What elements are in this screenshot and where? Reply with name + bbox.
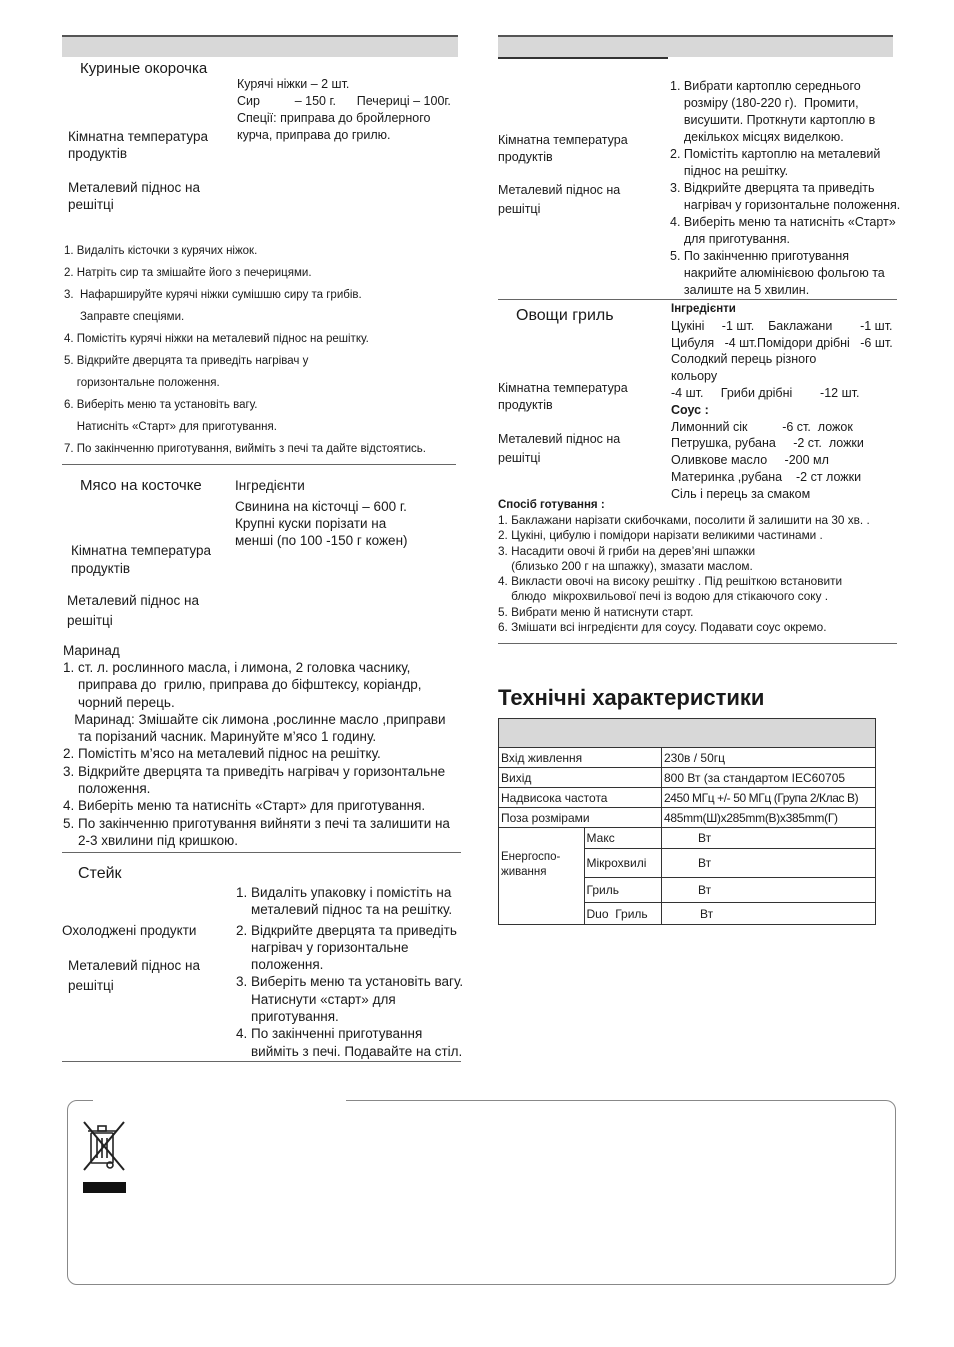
list-item: 2. Помістіть картоплю на металевий <box>670 147 881 161</box>
divider <box>62 852 461 853</box>
veg-steps <box>498 513 870 635</box>
list-item: металевий піднос та на решітку. <box>236 902 453 918</box>
list-item: приправа до грилю, приправа до біфштексу, коріандр, <box>63 677 422 693</box>
meat-title: Мясо на косточке <box>80 477 202 494</box>
list-item: 4. Помістіть курячі ніжки на металевий піднос на решітку. <box>64 333 369 345</box>
list-item: 3. Виберіть меню та установіть вагу. <box>236 974 464 990</box>
chicken-steps <box>64 240 426 460</box>
list-item: положення. <box>63 781 151 797</box>
list-item: залиште на 5 хвилин. <box>670 283 810 297</box>
list-item: 2. Помістіть м’ясо на металевий піднос на решітку. <box>63 746 381 762</box>
list-item: 1. Вибрати картоплю середнього <box>670 79 861 93</box>
list-item: 1. Видаліть упаковку і помістіть на <box>236 885 452 900</box>
disposal-box <box>67 1100 896 1285</box>
veg-tray: Металевий піднос на решітці <box>498 432 621 465</box>
list-item: 1. Видаліть кісточки з курячих ніжок. <box>64 245 258 257</box>
list-item: 4. По закінченні приготування <box>236 1026 423 1042</box>
meat-steps <box>63 659 450 849</box>
list-item: приготування. <box>236 1009 339 1025</box>
list-item: нагрівач у горизонтальне <box>236 939 409 955</box>
list-item: горизонтальне положення. <box>64 377 220 389</box>
table-row <box>499 788 876 808</box>
list-item: 2. Натріть сир та змішайте його з печерицями. <box>64 267 312 279</box>
divider <box>498 299 897 300</box>
right-header-underline <box>498 57 668 59</box>
spec-title: Технічні характеристики <box>498 685 765 710</box>
list-item: 5. По закінченню приготування <box>670 249 850 263</box>
divider <box>498 643 897 644</box>
steak-steps <box>236 884 463 1060</box>
list-item: декількох місцях виделкою. <box>670 130 844 144</box>
meat-ingredients: Інгредієнти Свинина на кісточці – 600 г. Крупні куски порізати на менші (по 100 -150 г кожен) <box>235 478 408 548</box>
steak-cold: Охолоджені продукти <box>62 923 197 938</box>
chicken-temp: Кімнатна температура продуктів <box>68 129 209 161</box>
right-header-bar <box>498 35 893 57</box>
list-item: (близько 200 г на шпажку), змазати маслом. <box>498 558 753 573</box>
list-item: 4. Викласти овочі на високу решітку . Під решіткою встановити <box>498 574 843 589</box>
spec-value: 2450 МГц +/- 50 МГц (Група 2/Клас В) <box>662 788 876 808</box>
spec-label: Вхід живлення <box>499 748 662 768</box>
veg-title: Овощи гриль <box>516 307 614 324</box>
energy-value: Вт <box>662 878 876 903</box>
meat-temp: Кімнатна температура продуктів <box>71 543 212 576</box>
crossed-bin-icon <box>80 1118 128 1194</box>
energy-mode: Макс <box>584 828 661 849</box>
list-item: висушити. Проткнути картоплю в <box>670 113 876 127</box>
veg-method-title: Спосіб готування : <box>498 499 605 511</box>
list-item: 3. Відкрийте дверцята та приведіть нагрівач у горизонтальне <box>63 763 446 779</box>
left-header-bar <box>62 35 458 57</box>
list-item: 2-3 хвилини під кришкою. <box>63 832 239 848</box>
list-item: 2. Відкрийте дверцята та приведіть <box>236 922 457 938</box>
spec-value: 800 Вт (за стандартом IEC60705 <box>662 768 876 788</box>
list-item: 6. Змішати всі інгредієнти для соусу. Подавати соус окремо. <box>498 620 827 635</box>
table-row <box>499 768 876 788</box>
meat-tray: Металевий піднос на решітці <box>67 593 200 628</box>
list-item: нагрівач у горизонтальне положення. <box>670 198 901 212</box>
list-item: для приготування. <box>670 232 791 246</box>
potato-steps <box>670 78 900 299</box>
spec-value: 230в / 50гц <box>662 748 876 768</box>
potato-tray: Металевий піднос на решітці <box>498 183 621 216</box>
list-item: 2. Цукіні, цибулю і помідори нарізати великими частинами . <box>498 528 823 543</box>
list-item: піднос на решітку. <box>670 164 789 178</box>
list-item: 3. Відкрийте дверцята та приведіть <box>670 181 875 195</box>
list-item: 4. Виберіть меню та натисніть «Старт» для приготування. <box>63 798 426 814</box>
list-item: 3. Насадити овочі й гриби на дерев’яні шпажки <box>498 543 756 558</box>
list-item: Заправте спеціями. <box>64 311 185 323</box>
disposal-box-gap <box>93 1096 346 1104</box>
spec-table <box>498 747 876 925</box>
veg-ingredients: Інгредієнти Цукіні -1 шт. Баклажани -1 шт. Цибуля -4 шт.Помідори дрібні -6 шт. Солодкий перець різного кольору -4 шт. Гриби дрібні -12 шт. Соус : Лимонний сік -6 ст. ложок Петрушка, рубана -2 ст. ложки Оливкове масло -200 мл Материнка ,рубана -2 ст ложки Сіль і перець за смаком <box>671 303 893 501</box>
list-item: 7. По закінченню приготування, вийміть з печі та дайте відстоятись. <box>64 443 426 455</box>
list-item: 4. Виберіть меню та натисніть «Старт» <box>670 215 896 229</box>
list-item: та порізаний часник. Маринуйте м’ясо 1 годину. <box>63 729 377 745</box>
list-item: Маринад: Змішайте сік лимона ,рослинне масло ,приправи <box>63 711 446 727</box>
veg-temp: Кімнатна температура продуктів <box>498 381 628 412</box>
energy-value: Вт <box>662 828 876 849</box>
list-item: 6. Виберіть меню та установіть вагу. <box>64 399 258 411</box>
energy-value: Вт <box>662 903 876 925</box>
list-item: 5. По закінченню приготування вийняти з печі та залишити на <box>63 815 450 831</box>
list-item: чорний перець. <box>63 694 175 710</box>
list-item: 5. Вибрати меню й натиснути старт. <box>498 604 694 619</box>
list-item: розміру (180-220 г). Промити, <box>670 96 859 110</box>
list-item: положення. <box>236 957 324 973</box>
spec-label: Поза розмірами <box>499 808 662 828</box>
chicken-ingredients: Курячі ніжки – 2 шт. Сир – 150 г. Печериці – 100г. Спеції: приправа до бройлерного курча, приправа до грилю. <box>237 77 451 142</box>
energy-mode: Гриль <box>584 878 661 903</box>
list-item: накрийте алюмінієвою фольгою та <box>670 266 885 280</box>
list-item: 1. Баклажани нарізати скибочками, посолити й залишити на 30 хв. . <box>498 513 870 527</box>
table-row <box>499 808 876 828</box>
steak-tray: Металевий піднос на решітці <box>68 958 201 993</box>
list-item: 1. ст. л. рослинного масла, і лимона, 2 головка часнику, <box>63 660 411 675</box>
steak-title: Стейк <box>78 865 122 882</box>
table-row <box>499 748 876 768</box>
spec-label: Вихід <box>499 768 662 788</box>
energy-mode: Мікрохвилі <box>584 849 661 878</box>
potato-temp: Кімнатна температура продуктів <box>498 133 628 164</box>
chicken-title: Куриные окорочка <box>80 60 208 77</box>
energy-label: Енергоспо- живання <box>499 828 585 925</box>
energy-value: Вт <box>662 849 876 878</box>
list-item: 3. Нафаршируйте курячі ніжки сумішшю сиру та грибів. <box>64 289 362 301</box>
meat-marinade-title: Маринад <box>63 643 120 658</box>
chicken-tray: Металевий піднос на решітці <box>68 180 201 212</box>
energy-mode: Duo Гриль <box>584 903 661 925</box>
spec-label: Надвисока частота <box>499 788 662 808</box>
list-item: вийміть з печі. Подавайте на стіл. <box>236 1043 463 1059</box>
spec-header-bar <box>498 718 876 748</box>
divider <box>62 464 456 465</box>
list-item: блюдо мікрохвильової печі із водою для стікаючого соку . <box>498 589 829 604</box>
list-item: Натиснути «старт» для <box>236 991 396 1007</box>
spec-value: 485mm(Ш)x285mm(В)x385mm(Г) <box>662 808 876 828</box>
list-item: 5. Відкрийте дверцята та приведіть нагрівач у <box>64 355 309 367</box>
divider <box>62 1061 461 1062</box>
table-row <box>499 828 876 849</box>
list-item: Натисніть «Старт» для приготування. <box>64 421 277 433</box>
